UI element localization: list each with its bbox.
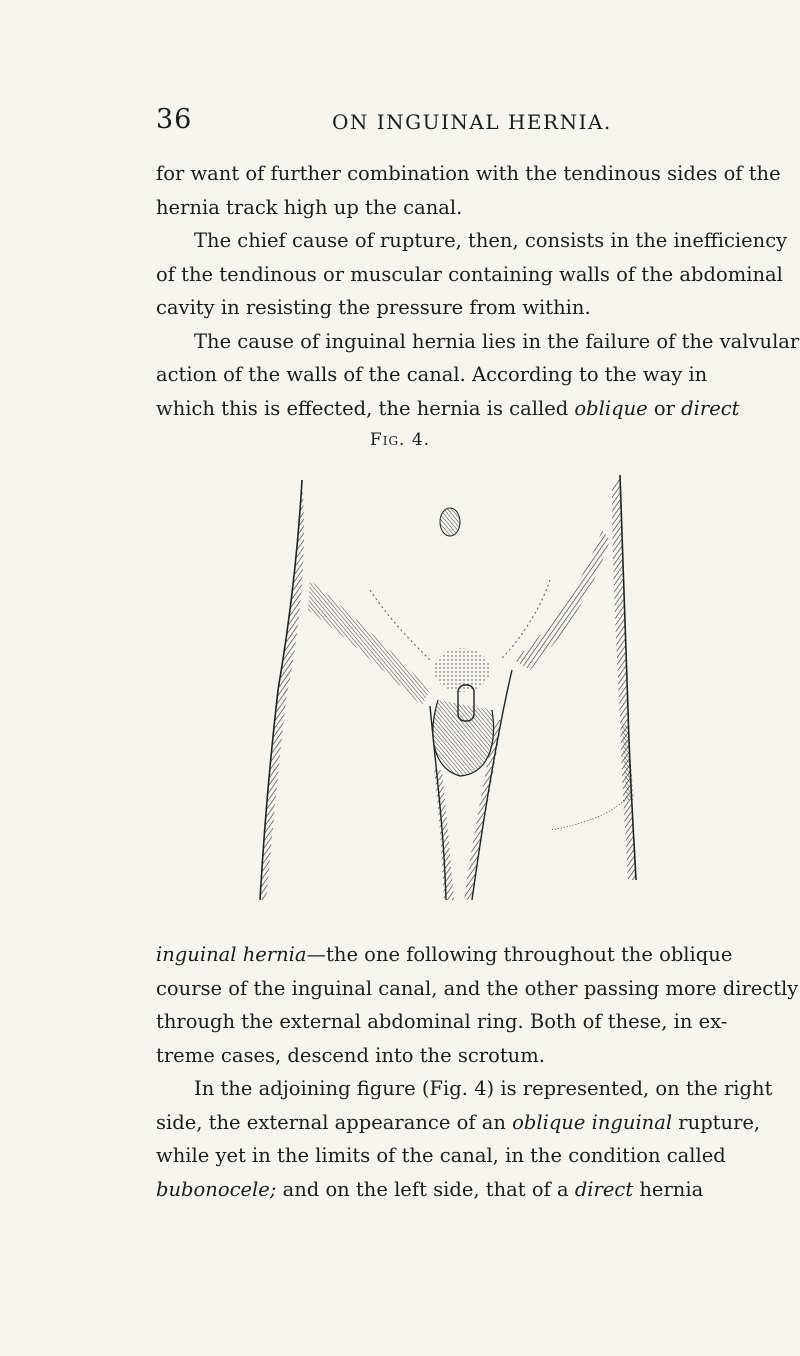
text-line <box>156 1106 761 1140</box>
text-line: action of the walls of the canal. According to the way in <box>156 363 708 386</box>
italic-term-inguinal-hernia: inguinal hernia <box>156 943 307 966</box>
text-line: The cause of inguinal hernia lies in the failure of the valvular <box>194 329 800 353</box>
text-line <box>156 392 740 426</box>
hernia-illustration <box>250 470 670 910</box>
text-line: hernia track high up the canal. <box>156 195 463 219</box>
hernia-figure <box>250 470 670 910</box>
text-line <box>156 1173 704 1207</box>
text-run: hernia <box>633 1177 704 1201</box>
text-line: cavity in resisting the pressure from within. <box>156 296 591 319</box>
italic-term-direct: direct <box>574 1177 634 1201</box>
italic-term-oblique: oblique <box>574 396 648 420</box>
text-line: through the external abdominal ring. Both of these, in ex- <box>156 1010 728 1033</box>
italic-term-oblique-inguinal: oblique inguinal <box>512 1110 673 1134</box>
page-number: 36 <box>156 104 193 135</box>
text-run: and on the left side, that of a <box>276 1177 575 1201</box>
text-run: rupture, <box>672 1110 761 1134</box>
text-line: for want of further combination with the tendinous sides of the <box>156 162 781 185</box>
text-run: or <box>647 396 682 420</box>
text-line: treme cases, descend into the scrotum. <box>156 1043 545 1067</box>
text-line: while yet in the limits of the canal, in the condition called <box>156 1144 726 1167</box>
running-title: ON INGUINAL HERNIA. <box>332 110 612 134</box>
text-line: The chief cause of rupture, then, consists in the inefficiency <box>194 229 788 252</box>
text-line <box>156 938 733 972</box>
text-run: which this is effected, the hernia is called <box>156 396 575 420</box>
italic-term-direct: direct <box>681 396 740 420</box>
figure-caption: Fig. 4. <box>369 430 431 450</box>
italic-term-bubonocele: bubonocele; <box>156 1177 277 1201</box>
text-run: —the one following throughout the oblique <box>306 943 733 966</box>
upper-text-block <box>156 157 800 425</box>
text-run: side, the external appearance of an <box>156 1110 513 1134</box>
running-head <box>156 104 676 144</box>
text-line: course of the inguinal canal, and the other passing more directly <box>156 976 799 1000</box>
lower-text-block <box>156 938 799 1206</box>
text-line: In the adjoining figure (Fig. 4) is represented, on the right <box>194 1077 773 1100</box>
text-line: of the tendinous or muscular containing walls of the abdominal <box>156 262 783 286</box>
